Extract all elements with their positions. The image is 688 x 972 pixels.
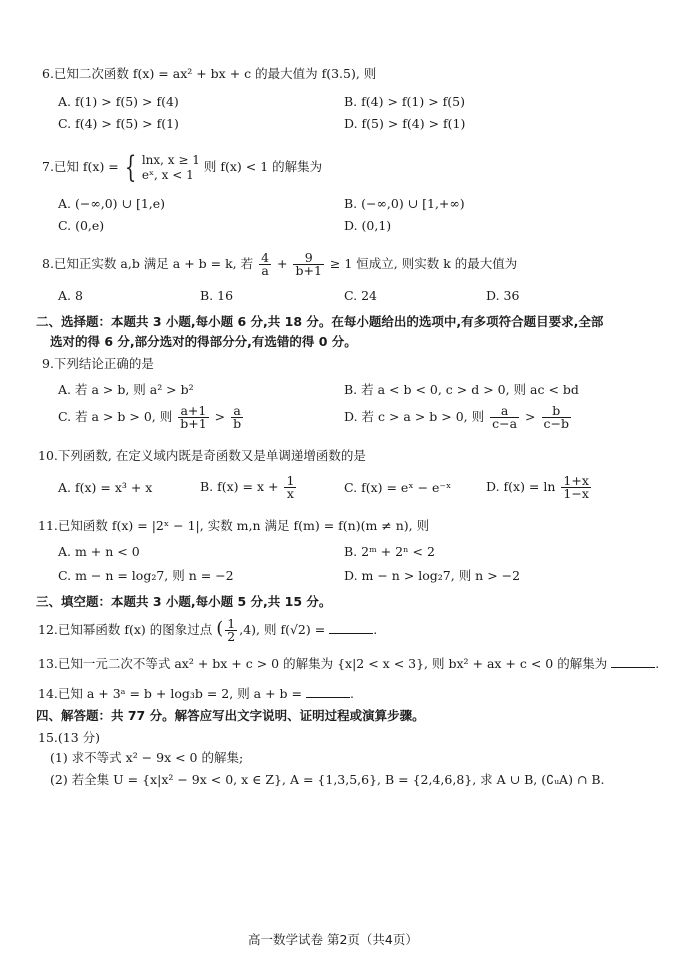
q8-option-a: A. 8 [58,288,83,303]
section-2-heading: 二、选择题：本题共 3 小题,每小题 6 分,共 18 分。在每小题给出的选项中,有多项符合题目要求,全部 [36,314,604,329]
q10-stem: 10.下列函数, 在定义域内既是奇函数又是单调递增函数的是 [38,448,366,463]
q9-option-d [344,402,573,432]
q10-d-prefix: D. f(x) = ln [486,479,556,494]
q9-d-prefix: D. 若 c > a > b > 0, 则 [344,409,485,424]
q15-heading: 15.(13 分) [38,730,101,745]
q6-option-d: D. f(5) > f(4) > f(1) [344,116,466,131]
q7-option-c: C. (0,e) [58,218,105,233]
q15-part-2: (2) 若全集 U = {x|x² − 9x < 0, x ∈ Z}, A = {1,3,5,6}, B = {2,4,6,8}, 求 A ∪ B, (∁ᵤA) ∩ B. [50,772,605,787]
q9-d-d2: c−b [543,416,569,431]
q11-option-b: B. 2ᵐ + 2ⁿ < 2 [344,544,435,559]
q12-den: 2 [227,629,236,644]
q9-d-d1: c−a [492,416,518,431]
q14-text: 14.已知 a + 3ᵃ = b + log₃b = 2, 则 a + b = [38,686,302,701]
q9-c-n1: a+1 [178,405,208,418]
q9-stem: 9.下列结论正确的是 [42,356,154,371]
q7-case-2: eˣ, x < 1 [141,167,194,182]
q8-fraction-2 [293,252,323,277]
q11-stem: 11.已知函数 f(x) = |2ˣ − 1|, 实数 m,n 满足 f(m) = f(n)(m ≠ n), 则 [38,518,430,533]
q14-stem [38,686,354,702]
q12-frac [225,618,237,643]
q9-d-gt: > [525,409,536,424]
q10-option-b [200,472,298,502]
q8-f2-den: b+1 [295,263,322,278]
q8-f1-den: a [261,263,269,278]
q9-d-frac-2 [542,405,571,430]
q10-d-frac [561,475,590,500]
q9-d-n2: b [542,405,571,418]
q7-prefix: 7.已知 f(x) = [42,159,119,174]
q8-f2-num: 9 [293,252,323,265]
q9-c-frac-1 [178,405,208,430]
q8-prefix: 8.已知正实数 a,b 满足 a + b = k, 若 [42,256,254,271]
q9-c-frac-2 [231,405,243,430]
q8-fraction-1 [259,252,271,277]
q8-plus: + [277,256,288,271]
q13-end: . [655,656,660,671]
q7-stem [42,150,322,184]
q10-d-den: 1−x [563,486,589,501]
section-4-heading: 四、解答题：共 77 分。解答应写出文字说明、证明过程或演算步骤。 [36,708,425,723]
q10-b-den: x [286,486,294,501]
q8-option-b: B. 16 [200,288,234,303]
q7-piecewise [142,153,200,183]
left-brace-glyph: { [124,149,137,185]
q10-d-num: 1+x [563,473,589,488]
q6-stem: 6.已知二次函数 f(x) = ax² + bx + c 的最大值为 f(3.5), 则 [42,66,377,81]
q8-suffix: ≥ 1 恒成立, 则实数 k 的最大值为 [329,256,518,271]
q7-case-1: lnx, x ≥ 1 [141,152,200,167]
q13-stem [38,656,659,672]
q13-answer-blank [611,656,655,668]
q14-answer-blank [306,686,350,698]
page-footer: 高一数学试卷 第2页（共4页） [248,932,418,947]
q12-open-paren: ( [216,618,224,639]
q9-c-d1: b+1 [180,416,207,431]
q15-part-1: (1) 求不等式 x² − 9x < 0 的解集; [50,750,244,765]
q10-option-a: A. f(x) = x³ + x [58,480,153,495]
q6-option-a: A. f(1) > f(5) > f(4) [58,94,179,109]
q7-option-a: A. (−∞,0) ∪ [1,e) [58,196,166,211]
q9-c-d2: b [233,416,242,431]
q12-end: . [373,622,378,637]
q8-stem [42,250,517,278]
q10-b-frac [284,475,296,500]
q13-text: 13.已知一元二次不等式 ax² + bx + c > 0 的解集为 {x|2 < x < 3}, 则 bx² + ax + c < 0 的解集为 [38,656,608,671]
q9-option-a: A. 若 a > b, 则 a² > b² [58,382,194,397]
q14-end: . [349,686,354,701]
q9-c-n2: a [231,405,243,418]
q8-f1-num: 4 [261,250,270,265]
q10-option-d [486,472,593,502]
q10-option-c: C. f(x) = eˣ − e⁻ˣ [344,480,452,495]
q10-b-prefix: B. f(x) = x + [200,479,279,494]
q9-c-prefix: C. 若 a > b > 0, 则 [58,409,173,424]
q12-rest: ,4), 则 f(√2) = [239,622,326,637]
q9-option-c [58,402,245,432]
q8-option-c: C. 24 [344,288,377,303]
q8-option-d: D. 36 [486,288,520,303]
q6-option-b: B. f(4) > f(1) > f(5) [344,94,465,109]
q9-d-n1: a [490,405,519,418]
q7-suffix: 则 f(x) < 1 的解集为 [203,159,323,174]
q7-option-b: B. (−∞,0) ∪ [1,+∞) [344,196,465,211]
q9-c-gt: > [214,409,226,424]
q11-option-d: D. m − n > log₂7, 则 n > −2 [344,568,521,583]
q12-stem [38,614,377,645]
q12-prefix: 12.已知幂函数 f(x) 的图象过点 [38,622,213,637]
q12-answer-blank [329,622,373,634]
section-2-heading-cont: 选对的得 6 分,部分选对的得部分分,有选错的得 0 分。 [50,334,357,349]
q9-d-frac-1 [490,405,519,430]
section-3-heading: 三、填空题：本题共 3 小题,每小题 5 分,共 15 分。 [36,594,332,609]
q6-option-c: C. f(4) > f(5) > f(1) [58,116,179,131]
q11-option-c: C. m − n = log₂7, 则 n = −2 [58,568,234,583]
q12-num: 1 [227,616,236,631]
q10-b-num: 1 [286,473,295,488]
q9-option-b: B. 若 a < b < 0, c > d > 0, 则 ac < bd [344,382,579,397]
q7-option-d: D. (0,1) [344,218,392,233]
q11-option-a: A. m + n < 0 [58,544,140,559]
